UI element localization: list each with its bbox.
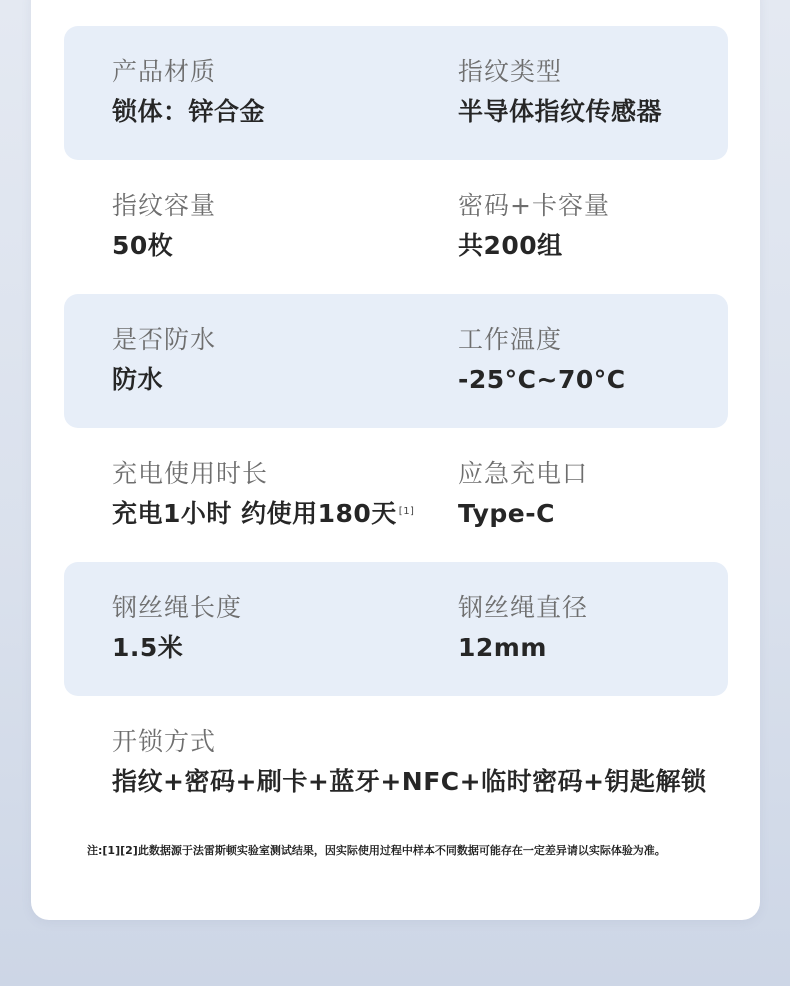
spec-label: 开锁方式 [112, 727, 217, 756]
spec-charging-duration [112, 458, 414, 530]
spec-working-temperature [458, 324, 626, 396]
spec-label: 应急充电口 [458, 459, 589, 488]
spec-row-material [64, 26, 728, 160]
spec-row-waterproof [64, 294, 728, 428]
spec-row-cable [64, 562, 728, 696]
spec-value [112, 498, 414, 530]
spec-fingerprint-type [458, 56, 662, 128]
spec-label: 充电使用时长 [112, 459, 269, 488]
spec-material [112, 56, 265, 128]
spec-value: 锁体：锌合金 [112, 97, 266, 126]
spec-row-capacity [64, 160, 728, 294]
spec-value: 半导体指纹传感器 [458, 97, 663, 126]
spec-label: 是否防水 [112, 325, 217, 354]
spec-label: 工作温度 [458, 325, 563, 354]
spec-value: 12mm [458, 633, 547, 662]
spec-row-charging [64, 428, 728, 562]
spec-label: 钢丝绳直径 [458, 593, 589, 622]
spec-value: -25°C~70°C [458, 365, 626, 394]
spec-value-text: 充电1小时 约使用180天 [112, 499, 397, 528]
spec-waterproof [112, 324, 216, 396]
spec-value: 共200组 [458, 231, 563, 260]
footnote-ref: [1] [398, 506, 415, 517]
spec-label: 指纹容量 [112, 191, 217, 220]
spec-password-card-capacity [458, 190, 610, 262]
spec-unlock-methods [112, 726, 707, 798]
spec-value: 1.5米 [112, 633, 184, 662]
spec-label: 指纹类型 [458, 57, 563, 86]
spec-cable-diameter [458, 592, 588, 664]
spec-value: 指纹+密码+刷卡+蓝牙+NFC+临时密码+钥匙解锁 [112, 767, 707, 796]
spec-value: 50枚 [112, 231, 174, 260]
spec-fingerprint-capacity [112, 190, 216, 262]
spec-label: 密码+卡容量 [458, 191, 610, 220]
spec-label: 钢丝绳长度 [112, 593, 243, 622]
spec-row-unlock [64, 696, 728, 830]
spec-label: 产品材质 [112, 57, 217, 86]
spec-cable-length [112, 592, 242, 664]
spec-emergency-charging-port [458, 458, 588, 530]
spec-value: 防水 [112, 365, 164, 394]
footnote: 注:[1][2]此数据源于法雷斯顿实验室测试结果，因实际使用过程中样本不同数据可能存在一定差异请以实际体验为准。 [87, 844, 666, 857]
spec-value: Type-C [458, 499, 555, 528]
